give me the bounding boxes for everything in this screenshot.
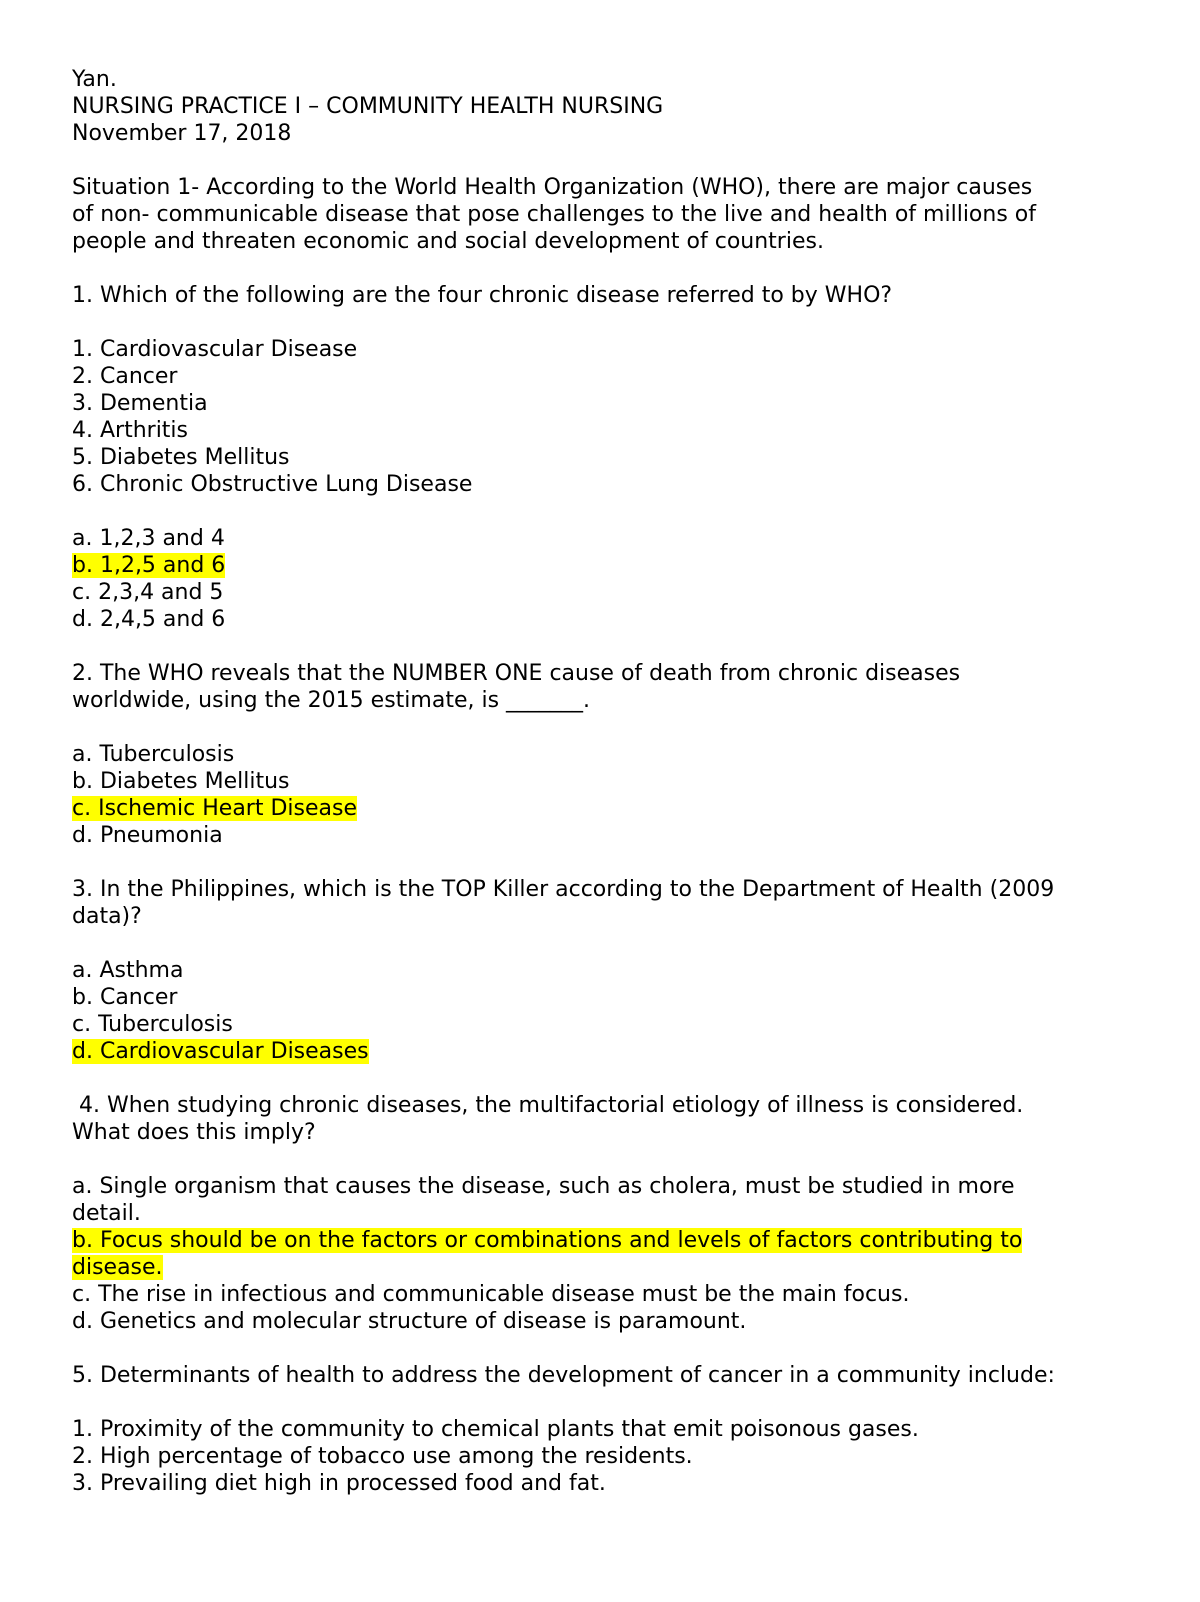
answer-highlight: b. 1,2,5 and 6 — [72, 553, 226, 578]
situation-line-3: people and threaten economic and social development of countries. — [72, 229, 824, 254]
q2-choice-b: b. Diabetes Mellitus — [72, 769, 290, 794]
q2-choice-d: d. Pneumonia — [72, 823, 223, 848]
q3-choice-c: c. Tuberculosis — [72, 1012, 233, 1037]
author-line: Yan. — [72, 67, 117, 92]
question-3-line-1: 3. In the Philippines, which is the TOP Killer according to the Department of Health (2009 — [72, 877, 1055, 902]
spacer — [72, 714, 1152, 741]
question-2-line-2: worldwide, using the 2015 estimate, is _______. — [72, 688, 591, 713]
q4-choice-b-answer-line-2 — [72, 1254, 1152, 1281]
spacer — [72, 1389, 1152, 1416]
spacer — [72, 498, 1152, 525]
question-5: 5. Determinants of health to address the development of cancer in a community include: — [72, 1363, 1055, 1388]
q1-item: 1. Cardiovascular Disease — [72, 337, 358, 362]
spacer — [72, 930, 1152, 957]
question-1: 1. Which of the following are the four chronic disease referred to by WHO? — [72, 283, 893, 308]
q1-item: 6. Chronic Obstructive Lung Disease — [72, 472, 473, 497]
spacer — [72, 309, 1152, 336]
answer-highlight: c. Ischemic Heart Disease — [72, 796, 357, 821]
q4-choice-c: c. The rise in infectious and communicable disease must be the main focus. — [72, 1282, 910, 1307]
q1-choice-b-answer — [72, 552, 1152, 579]
answer-highlight: b. Focus should be on the factors or combinations and levels of factors contributing to — [72, 1228, 1023, 1253]
spacer — [72, 1146, 1152, 1173]
q5-item: 3. Prevailing diet high in processed food and fat. — [72, 1471, 606, 1496]
spacer — [72, 255, 1152, 282]
q3-choice-a: a. Asthma — [72, 958, 184, 983]
spacer — [72, 849, 1152, 876]
document-date: November 17, 2018 — [72, 121, 292, 146]
q1-choice-a: a. 1,2,3 and 4 — [72, 526, 225, 551]
q2-choice-a: a. Tuberculosis — [72, 742, 235, 767]
q5-item: 1. Proximity of the community to chemical plants that emit poisonous gases. — [72, 1417, 919, 1442]
q1-item: 4. Arthritis — [72, 418, 189, 443]
q1-choice-c: c. 2,3,4 and 5 — [72, 580, 224, 605]
q1-item: 3. Dementia — [72, 391, 208, 416]
document-page — [72, 66, 1152, 1497]
q3-choice-d-answer — [72, 1038, 1152, 1065]
spacer — [72, 1065, 1152, 1092]
q4-choice-b-answer-line-1 — [72, 1227, 1152, 1254]
q5-item: 2. High percentage of tobacco use among the residents. — [72, 1444, 693, 1469]
q1-item: 2. Cancer — [72, 364, 178, 389]
q2-choice-c-answer — [72, 795, 1152, 822]
answer-highlight: disease. — [72, 1255, 163, 1280]
q1-choice-d: d. 2,4,5 and 6 — [72, 607, 226, 632]
q1-item: 5. Diabetes Mellitus — [72, 445, 290, 470]
q4-choice-a-line-2: detail. — [72, 1201, 141, 1226]
question-4-line-2: What does this imply? — [72, 1120, 316, 1145]
document-title: NURSING PRACTICE I – COMMUNITY HEALTH NURSING — [72, 94, 664, 119]
q4-choice-d: d. Genetics and molecular structure of disease is paramount. — [72, 1309, 747, 1334]
answer-highlight: d. Cardiovascular Diseases — [72, 1039, 369, 1064]
q4-choice-a-line-1: a. Single organism that causes the disease, such as cholera, must be studied in more — [72, 1174, 1015, 1199]
situation-line-2: of non- communicable disease that pose challenges to the live and health of millions of — [72, 202, 1036, 227]
spacer — [72, 147, 1152, 174]
spacer — [72, 633, 1152, 660]
spacer — [72, 1335, 1152, 1362]
situation-line-1: Situation 1- According to the World Health Organization (WHO), there are major causes — [72, 175, 1033, 200]
question-2-line-1: 2. The WHO reveals that the NUMBER ONE cause of death from chronic diseases — [72, 661, 961, 686]
q3-choice-b: b. Cancer — [72, 985, 178, 1010]
question-3-line-2: data)? — [72, 904, 142, 929]
question-4-line-1: 4. When studying chronic diseases, the multifactorial etiology of illness is considered. — [72, 1093, 1024, 1118]
